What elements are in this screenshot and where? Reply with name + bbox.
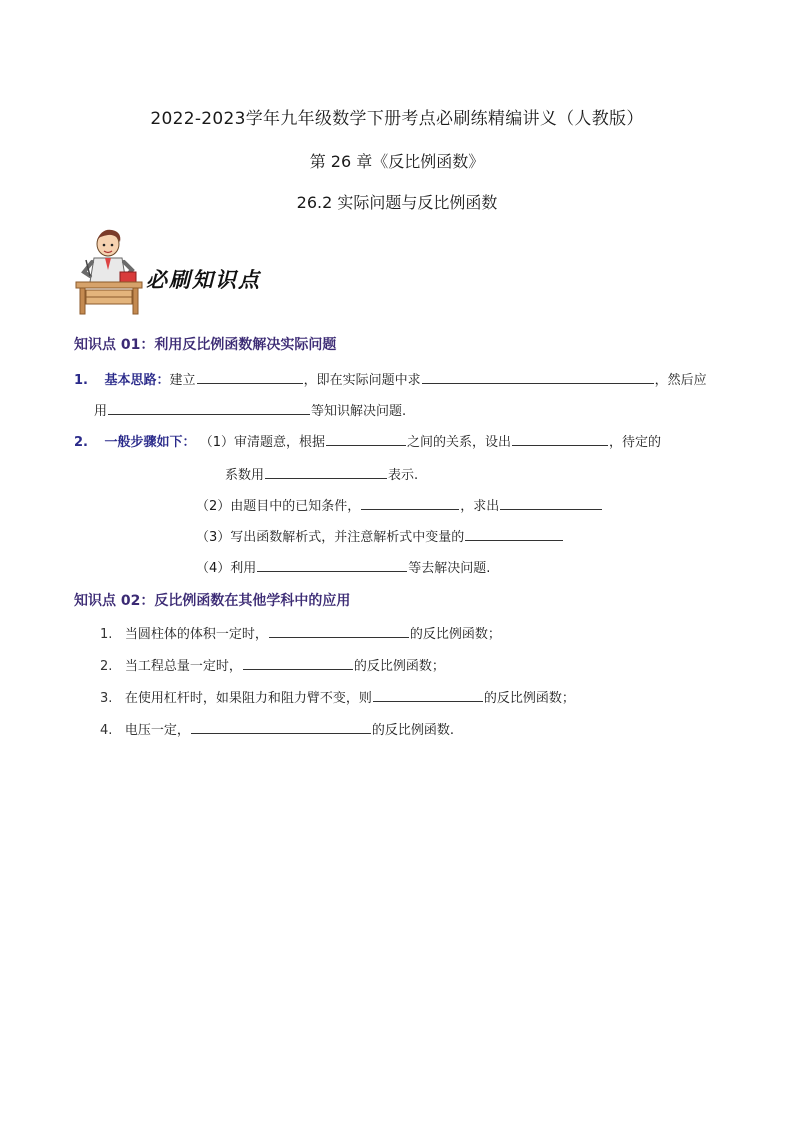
section-title: 26.2 实际问题与反比例函数 [296,193,498,212]
fill-blank[interactable] [191,719,371,734]
fill-blank[interactable] [257,557,407,572]
item-label: 基本思路 [104,373,157,388]
fill-blank[interactable] [197,369,303,384]
fill-blank[interactable] [500,495,602,510]
chapter-title: 第 26 章《反比例函数》 [309,152,485,171]
item-number: 1. [74,373,88,388]
knowledge-point-02-title: 知识点 02：反比例函数在其他学科中的应用 [74,593,351,609]
kp2-item-4: 4. 电压一定， 的反比例函数. [100,719,454,740]
item-label: 一般步骤如下 [104,435,183,450]
kp2-item-2: 2. 当工程总量一定时， 的反比例函数； [100,655,445,676]
kp1-item2-step4: （4）利用 等去解决问题. [196,557,490,578]
fill-blank[interactable] [465,526,563,541]
kp2-item-3: 3. 在使用杠杆时，如果阻力和阻力臂不变，则 的反比例函数； [100,687,575,708]
fill-blank[interactable] [422,369,654,384]
fill-blank[interactable] [108,400,310,415]
kp1-item2-step2: （2）由题目中的已知条件， ，求出 [196,495,603,516]
kp1-item1-line1: 1. 基本思路：建立 ，即在实际问题中求 ，然后应 [74,369,707,390]
fill-blank[interactable] [373,687,483,702]
fill-blank[interactable] [269,623,409,638]
item-number: 2. [74,435,88,450]
kp1-item1-line2: 用 等知识解决问题. [94,400,406,421]
fill-blank[interactable] [243,655,353,670]
kp2-item-1: 1. 当圆柱体的体积一定时， 的反比例函数； [100,623,501,644]
fill-blank[interactable] [326,431,406,446]
knowledge-point-01-title: 知识点 01：利用反比例函数解决实际问题 [74,337,337,353]
fill-blank[interactable] [512,431,608,446]
banner-title: 必刷知识点 [146,267,261,292]
document-title: 2022-2023学年九年级数学下册考点必刷练精编讲义（人教版） [150,109,644,129]
fill-blank[interactable] [265,464,387,479]
fill-blank[interactable] [361,495,459,510]
kp1-item2-line1: 2. 一般步骤如下： （1）审清题意，根据 之间的关系，设出 ，待定的 [74,431,661,452]
kp1-item2-line2: 系数用 表示. [225,464,418,485]
kp1-item2-step3: （3）写出函数解析式，并注意解析式中变量的 [196,526,564,547]
